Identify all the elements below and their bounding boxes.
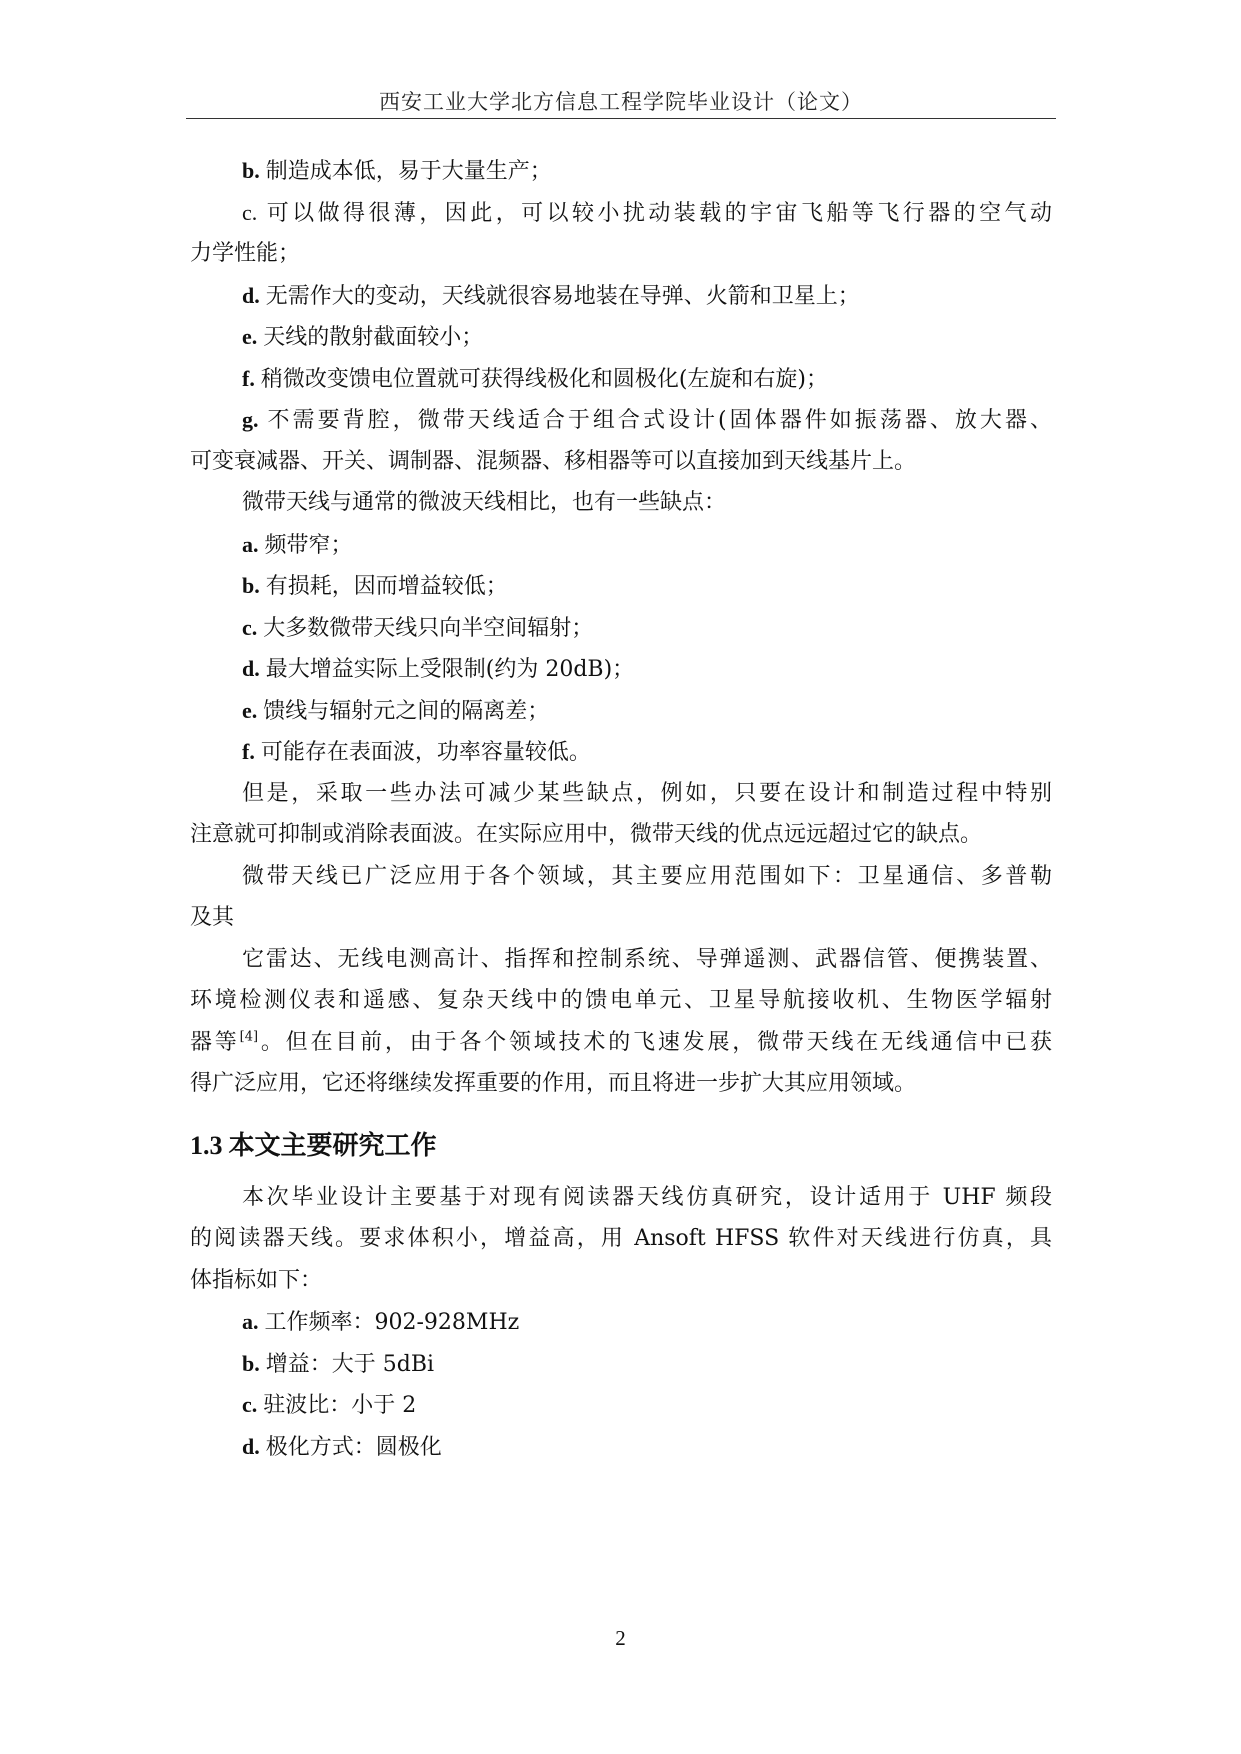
list-marker: c. [242, 614, 258, 640]
document-body [190, 150, 1052, 1467]
disadvantage-item-f [190, 731, 1052, 773]
spec-item-c [190, 1384, 1052, 1426]
list-marker: a. [242, 531, 259, 557]
section-heading [190, 1121, 1052, 1171]
list-marker: f. [242, 739, 255, 764]
advantage-item-d [190, 275, 1052, 317]
list-marker: d. [242, 282, 260, 308]
section-paragraph-line3: 体指标如下： [190, 1267, 323, 1293]
paragraph-applications-cont-line2: 环境检测仪表和遥感、复杂天线中的馈电单元、卫星导航接收机、生物医学辐射 [190, 988, 1052, 1013]
disadvantage-item-e [190, 690, 1052, 732]
list-marker: b. [242, 158, 260, 183]
list-item-text: 大多数微带天线只向半空间辐射； [263, 615, 594, 641]
list-item-text: 馈线与辐射元之间的隔离差； [263, 698, 550, 724]
list-item-text: 无需作大的变动，天线就很容易地装在导弹、火箭和卫星上； [265, 283, 860, 309]
section-number: 1.3 [190, 1130, 223, 1160]
list-item-text: 工作频率：902-928MHz [264, 1310, 520, 1335]
disadvantage-item-d [190, 648, 1052, 690]
advantage-item-g [190, 399, 1052, 441]
page-header: 西安工业大学北方信息工程学院毕业设计（论文） [379, 90, 863, 114]
list-item-text: 增益：大于 5dBi [265, 1351, 435, 1377]
advantage-item-e [190, 316, 1052, 358]
spec-item-d [190, 1426, 1052, 1468]
list-marker: a. [242, 1309, 259, 1334]
list-marker: e. [242, 697, 258, 723]
paragraph-applications-cont-line4: 得广泛应用，它还将继续发挥重要的作用，而且将进一步扩大其应用领域。 [190, 1071, 917, 1096]
list-item-text: 最大增益实际上受限制(约为 20dB)； [265, 657, 635, 682]
spec-item-b [190, 1343, 1052, 1385]
disadvantages-intro: 微带天线与通常的微波天线相比，也有一些缺点： [242, 490, 727, 515]
disadvantage-item-a [190, 524, 1052, 566]
advantage-item-f [190, 358, 1052, 400]
list-item-text: 不需要背腔，微带天线适合于组合式设计(固体器件如振荡器、放大器、 [264, 408, 1052, 433]
list-marker: d. [242, 656, 260, 681]
list-marker: c. [242, 1392, 258, 1417]
text-segment: 。但在目前，由于各个领域技术的飞速发展，微带天线在无线通信中已获 [258, 1029, 1052, 1055]
citation-reference: [4] [239, 1029, 259, 1045]
list-marker: d. [242, 1433, 260, 1459]
paragraph-however-line2: 注意就可抑制或消除表面波。在实际应用中，微带天线的优点远远超过它的缺点。 [190, 822, 983, 847]
list-marker: e. [242, 324, 258, 349]
section-paragraph-line1: 本次毕业设计主要基于对现有阅读器天线仿真研究，设计适用于 UHF 频段 [242, 1184, 1052, 1210]
disadvantage-item-b [190, 565, 1052, 607]
list-marker: b. [242, 1350, 260, 1376]
text-segment: 器等 [190, 1029, 240, 1055]
list-item-text: 稍微改变馈电位置就可获得线极化和圆极化(左旋和右旋)； [260, 366, 828, 392]
list-item-text: 可以做得很薄，因此，可以较小扰动装载的宇宙飞船等飞行器的空气动 [263, 200, 1052, 226]
list-marker: c. [242, 199, 258, 225]
advantage-item-c [190, 192, 1052, 234]
list-item-text: 驻波比：小于 2 [263, 1393, 417, 1418]
paragraph-applications-cont-line3 [190, 1022, 1052, 1064]
advantage-item-b [190, 150, 1052, 192]
list-item-text: 频带窄； [264, 532, 353, 558]
paragraph-applications-line2: 及其 [190, 905, 235, 930]
disadvantage-item-c [190, 607, 1052, 649]
section-title-text: 本文主要研究工作 [228, 1130, 437, 1161]
spec-item-a [190, 1301, 1052, 1343]
advantage-item-g-cont: 可变衰减器、开关、调制器、混频器、移相器等可以直接加到天线基片上。 [190, 448, 917, 474]
paragraph-applications-cont-line1: 它雷达、无线电测高计、指挥和控制系统、导弹遥测、武器信管、便携装置、 [242, 946, 1052, 972]
paragraph-applications-line1: 微带天线已广泛应用于各个领域，其主要应用范围如下：卫星通信、多普勒 [242, 863, 1052, 889]
advantage-item-c-cont: 力学性能； [190, 241, 301, 266]
list-item-text: 可能存在表面波，功率容量较低。 [260, 740, 591, 765]
list-item-text: 极化方式：圆极化 [265, 1434, 442, 1460]
paragraph-however-line1: 但是，采取一些办法可减少某些缺点，例如，只要在设计和制造过程中特别 [242, 780, 1052, 806]
page-number: 2 [615, 1626, 626, 1650]
list-marker: g. [242, 407, 259, 432]
list-marker: b. [242, 573, 260, 598]
list-item-text: 天线的散射截面较小； [263, 325, 484, 350]
header-divider [186, 118, 1056, 119]
list-marker: f. [242, 365, 255, 391]
section-paragraph-line2: 的阅读器天线。要求体积小，增益高，用 Ansoft HFSS 软件对天线进行仿真，具 [190, 1226, 1052, 1251]
list-item-text: 制造成本低，易于大量生产； [265, 159, 552, 184]
list-item-text: 有损耗，因而增益较低； [265, 574, 508, 599]
